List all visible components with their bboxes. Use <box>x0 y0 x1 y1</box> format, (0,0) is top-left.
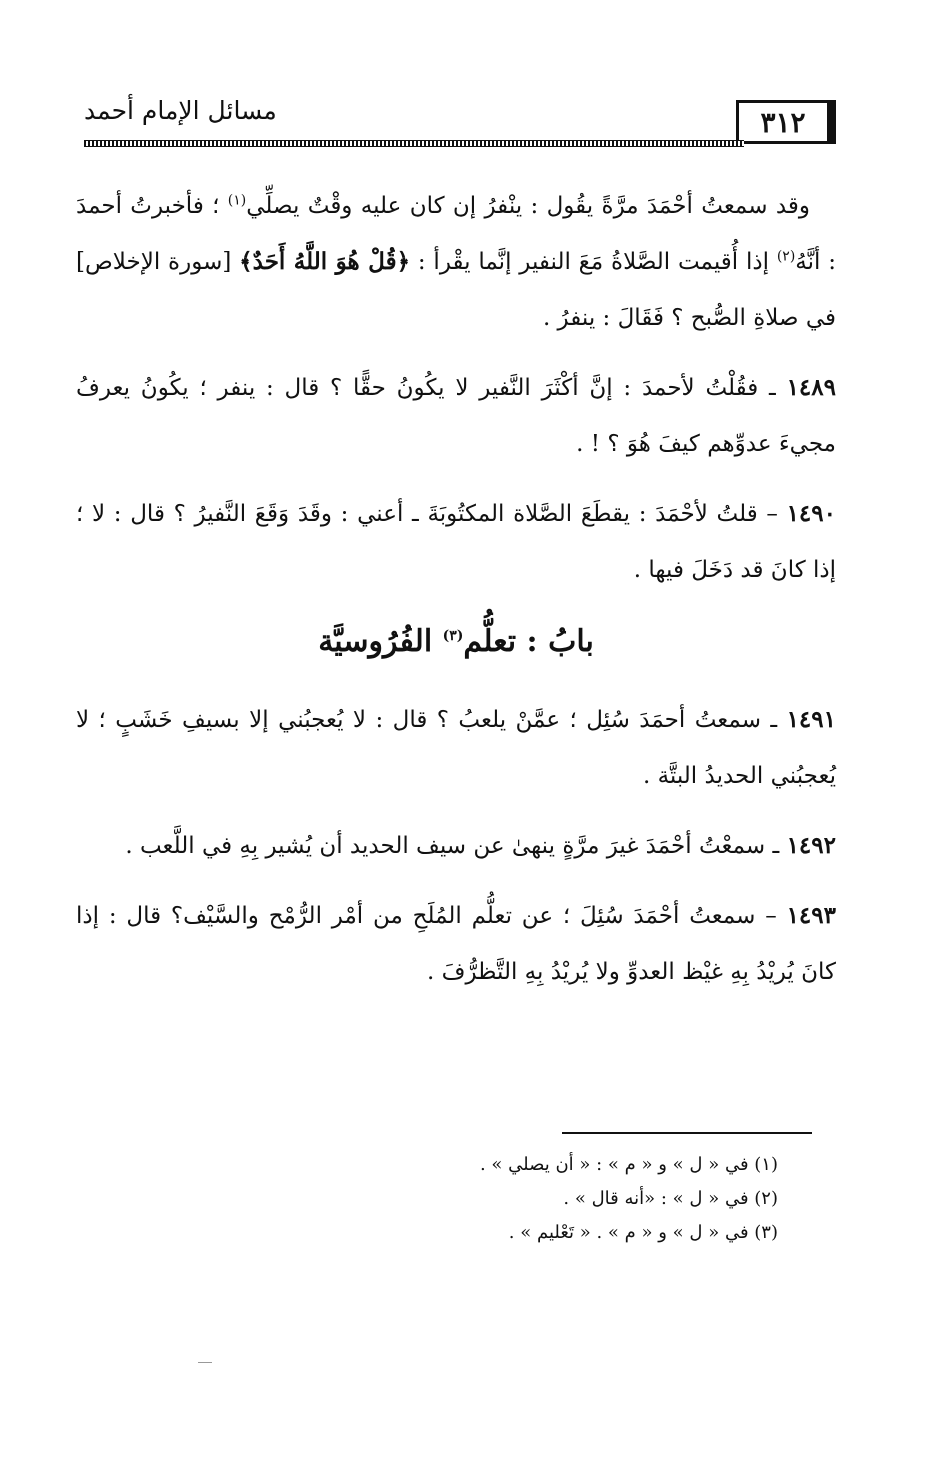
header-rule <box>84 140 744 147</box>
page-header <box>84 88 836 158</box>
footnotes <box>218 1148 778 1250</box>
paragraph-1489 <box>76 360 836 472</box>
footnote-3: (٣) في « ل » و « م » . « تَعْليم » . <box>508 1222 778 1243</box>
paragraph-text: ـ سمعتُ أحمَدَ سُئِل ؛ عمَّنْ يلعبُ ؟ قال : لا يُعجبُني إلا بسيفِ خَشَبٍ ؛ لا يُعجبُني الحديدُ البتَّة . <box>76 707 836 789</box>
paragraph-1491 <box>76 692 836 804</box>
footnote-rule <box>562 1132 812 1134</box>
chapter-heading <box>76 614 836 670</box>
paragraph-intro <box>76 178 836 346</box>
paragraph-text: – سمعتُ أحْمَدَ سُئِلَ ؛ عن تعلُّم المُلَحِ من أمْر الرُّمْح والسَّيْف؟ قال : إذا كانَ يُريْدُ بِهِ غيْظ العدوِّ ولا يُريْدُ بِهِ التَّظرُّفَ . <box>76 903 836 985</box>
chapter-title: بابُ : تعلُّم <box>463 624 594 659</box>
footnote-ref-1: (١) <box>227 192 247 209</box>
running-title: مسائل الإمام أحمد <box>84 96 277 125</box>
paragraph-text: ؛ فأخبرتُ أحمدَ : أنَّهُ <box>76 193 836 275</box>
paragraph-1492 <box>76 818 836 874</box>
issue-number: ١٤٩١ <box>786 706 836 733</box>
paragraph-text: إذا أُقيمت الصَّلاةُ مَعَ النفير إنَّما يقْرأ : <box>410 249 777 275</box>
paragraph-text: – قلتُ لأحْمَدَ : يقطَعَ الصَّلاة المكتُوبَةَ ـ أعني : وقَدَ وَقَعَ النَّفيرُ ؟ قال : لا ؛ إذا كانَ قد دَخَلَ فيها . <box>76 501 836 583</box>
issue-number: ١٤٩٠ <box>786 500 836 527</box>
paragraph-text: وقد سمعتُ أحْمَدَ مرَّةً يقُول : ينْفرُ إن كان عليه وقْتٌ يصلِّي <box>246 193 810 219</box>
chapter-title: الفُرُوسيَّة <box>318 624 443 659</box>
paragraph-1493 <box>76 888 836 1000</box>
paragraph-text: ـ سمعْتُ أحْمَدَ غيرَ مرَّةٍ ينهىٰ عن سيف الحديد أن يُشير بِهِ في اللَّعب . <box>125 833 787 859</box>
page-number: ٣١٢ <box>736 100 836 144</box>
footnote-2: (٢) في « ل » : «أنه قال » . <box>563 1188 778 1209</box>
footnote-1: (١) في « ل » و « م » : « أن يصلي » . <box>479 1154 778 1175</box>
issue-number: ١٤٨٩ <box>786 374 836 401</box>
issue-number: ١٤٩٣ <box>786 902 836 929</box>
footnote-ref-2: (٢) <box>776 248 796 265</box>
issue-number: ١٤٩٢ <box>786 832 836 859</box>
paragraph-text: [سورة الإخلاص] في صلاةِ الصُّبح ؟ فَقَالَ : ينفرُ . <box>76 249 836 331</box>
paragraph-text: ـ فقُلْتُ لأحمدَ : إنَّ أكْثَرَ النَّفير لا يكُونُ حقًّا ؟ قال : ينفر ؛ يكُونُ يعرفُ مجيءَ عدوِّهم كيفَ هُوَ ؟ ! . <box>76 375 836 457</box>
quran-quote: ﴿قُلْ هُوَ اللَّهُ أَحَدٌ﴾ <box>239 248 411 275</box>
footnote-ref-3: (٣) <box>442 628 464 644</box>
paragraph-1490 <box>76 486 836 598</box>
scan-mark <box>198 1362 212 1363</box>
page-body <box>76 178 836 1014</box>
